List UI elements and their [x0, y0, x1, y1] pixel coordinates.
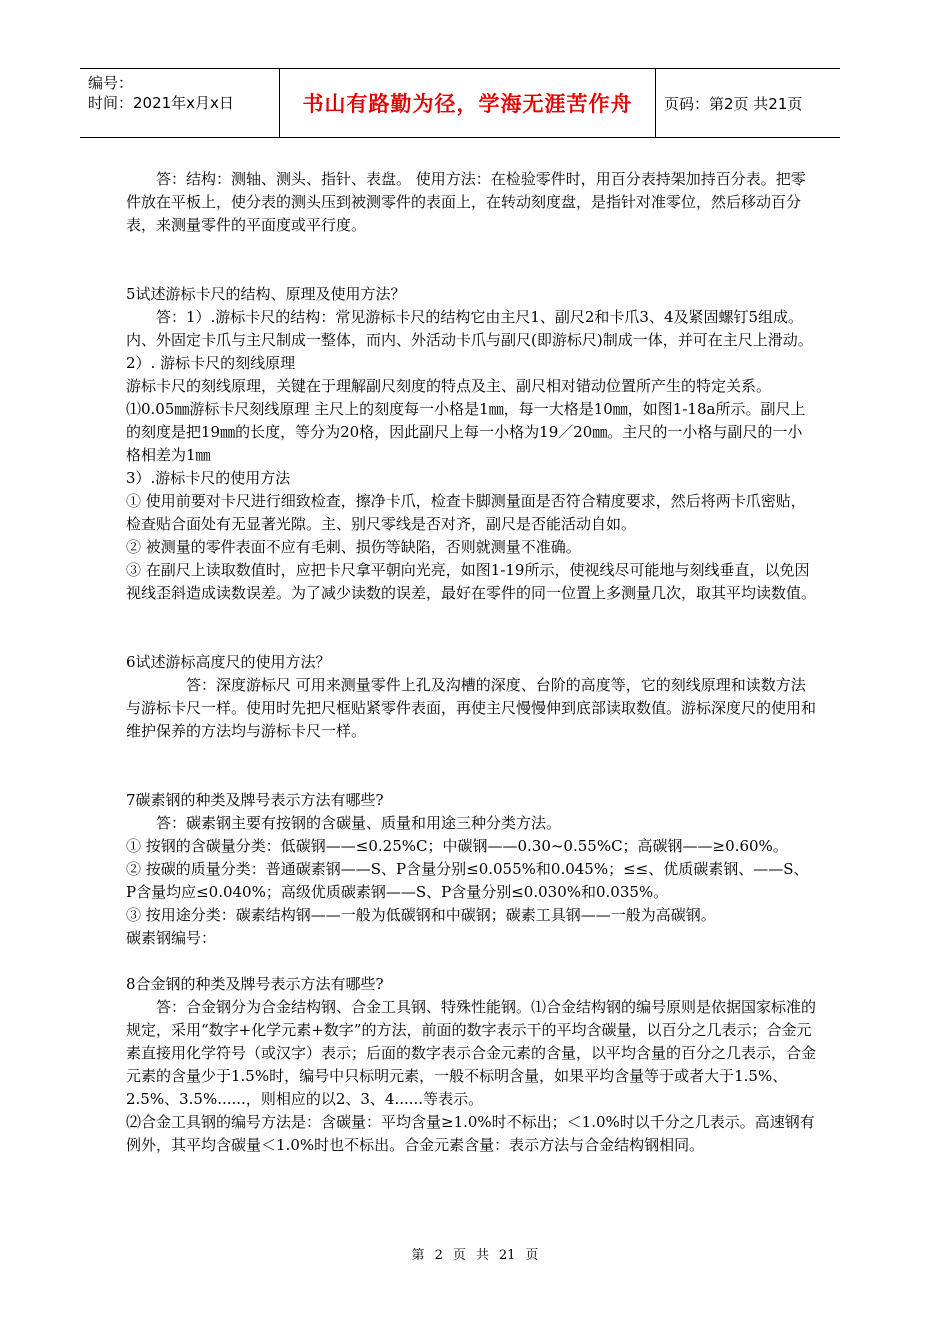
footer-page-number: 2 — [434, 1248, 443, 1263]
footer-text: 页 — [525, 1248, 539, 1263]
answer-paragraph: 答：合金钢分为合金结构钢、合金工具钢、特殊性能钢。⑴合金结构钢的编号原则是依据国家标准的规定，采用“数字+化学元素+数字”的方法，前面的数字表示干的平均含碳量，以百分之几表示；合金元素直接用化学符号（或汉字）表示；后面的数字表示合金元素的含量，以平均含量的百分之几表示，合金元素的含量少于1.5%时，编号中只标明元素，一般不标明含量，如果平均含量等于或者大于1.5%、2.5%、3.5%......，则相应的以2、3、4......等表示。 — [126, 998, 817, 1108]
body-paragraph: 游标卡尺的刻线原理，关键在于理解副尺刻度的特点及主、副尺相对错动位置所产生的特定关系。 — [126, 377, 772, 395]
list-item: ② 被测量的零件表面不应有毛刺、损伤等缺陷，否则就测量不准确。 — [126, 538, 581, 556]
page-header — [80, 68, 840, 138]
list-item: ② 按碳的质量分类：普通碳素钢——S、P含量分别≤0.055%和0.045%；≤≤、优质碳素钢、——S、P含量均应≤0.040%；高级优质碳素钢——S、P含量分别≤0.030%和0.035%。 — [126, 860, 809, 901]
question-6: 6试述游标高度尺的使用方法？ — [126, 653, 331, 671]
question-8: 8合金钢的种类及牌号表示方法有哪些? — [126, 975, 384, 993]
answer-paragraph: 答：1）.游标卡尺的结构：常见游标卡尺的结构它由主尺1、副尺2和卡爪3、4及紧固螺钉5组成。内、外固定卡爪与主尺制成一整体，而内、外活动卡爪与副尺(即游标尺)制成一体，并可在主尺上滑动。2）. 游标卡尺的刻线原理 — [126, 308, 813, 372]
question-7: 7碳素钢的种类及牌号表示方法有哪些? — [126, 791, 384, 809]
header-meta — [80, 69, 280, 137]
list-item: ③ 在副尺上读取数值时，应把卡尺拿平朝向光亮，如图1-19所示，使视线尽可能地与刻线垂直，以免因视线歪斜造成读数误差。为了减少读数的误差，最好在零件的同一位置上多测量几次，取其平均读数值。 — [126, 561, 817, 602]
body-paragraph: 3）.游标卡尺的使用方法 — [126, 469, 291, 487]
list-item: ③ 按用途分类：碳素结构钢——一般为低碳钢和中碳钢；碳素工具钢——一般为高碳钢。 — [126, 906, 716, 924]
footer-total-pages: 21 — [498, 1248, 516, 1263]
answer-paragraph: 答：结构：测轴、测头、指针、表盘。 使用方法：在检验零件时，用百分表持架加持百分表。把零件放在平板上，使分表的测头压到被测零件的表面上，在转动刻度盘，是指针对准零位，然后移动百分表，来测量零件的平面度或平行度。 — [126, 170, 806, 234]
header-motto: 书山有路勤为径，学海无涯苦作舟 — [280, 69, 656, 137]
list-item: ① 按钢的含碳量分类：低碳钢——≤0.25%C；中碳钢——0.30~0.55%C；高碳钢——≥0.60%。 — [126, 837, 788, 855]
question-5: 5试述游标卡尺的结构、原理及使用方法？ — [126, 285, 406, 303]
footer-text: 第 — [411, 1248, 425, 1263]
footer-text: 共 — [475, 1248, 489, 1263]
document-body — [126, 168, 816, 1157]
page-footer — [0, 1244, 950, 1263]
document-number-label: 编号： — [88, 74, 134, 92]
list-item: ① 使用前要对卡尺进行细致检查，擦净卡爪，检查卡脚测量面是否符合精度要求，然后将两卡爪密贴，检查贴合面处有无显著光隙。主、别尺零线是否对齐，副尺是否能活动自如。 — [126, 492, 806, 533]
date-label: 时间：2021年x月x日 — [88, 94, 234, 112]
answer-paragraph: 答：深度游标尺 可用来测量零件上孔及沟槽的深度、台阶的高度等，它的刻线原理和读数方法与游标卡尺一样。使用时先把尺框贴紧零件表面，再使主尺慢慢伸到底部读取数值。游标深度尺的使用和维护保养的方法均与游标卡尺一样。 — [126, 676, 817, 740]
answer-paragraph: 答：碳素钢主要有按钢的含碳量、质量和用途三种分类方法。 — [156, 814, 562, 832]
body-paragraph: ⑵合金工具钢的编号方法是：含碳量：平均含量≥1.0%时不标出；＜1.0%时以千分之几表示。高速钢有例外，其平均含碳量＜1.0%时也不标出。合金元素含量：表示方法与合金结构钢相同。 — [126, 1113, 815, 1154]
body-paragraph: 碳素钢编号： — [126, 929, 217, 947]
header-page-label: 页码：第2页 共21页 — [664, 94, 803, 113]
footer-text: 页 — [452, 1248, 466, 1263]
body-paragraph: ⑴0.05㎜游标卡尺刻线原理 主尺上的刻度每一小格是1㎜，每一大格是10㎜，如图1-18a所示。副尺上的刻度是把19㎜的长度，等分为20格，因此副尺上每一小格为19／20㎜。主尺的一小格与副尺的一小格相差为1㎜ — [126, 400, 806, 464]
